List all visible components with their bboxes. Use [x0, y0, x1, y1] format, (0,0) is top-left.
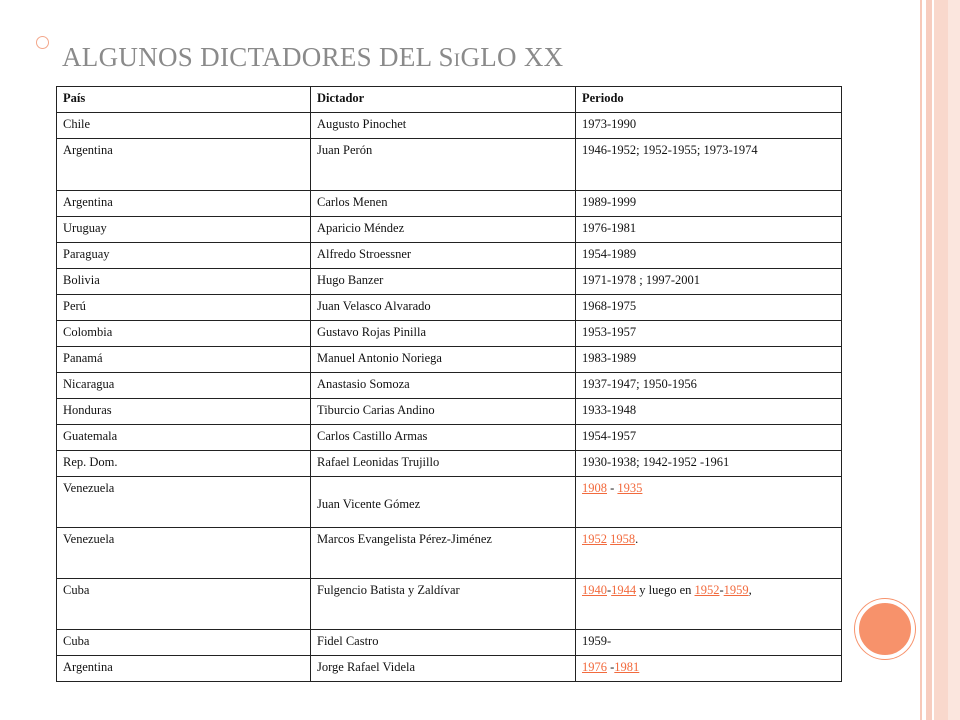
table-header-row: [57, 87, 842, 113]
table-row: [57, 630, 842, 656]
cell-periodo: 1973-1990: [576, 113, 842, 139]
cell-periodo: 1959-: [576, 630, 842, 656]
cell-pais: Paraguay: [57, 243, 311, 269]
cell-periodo: 1989-1999: [576, 191, 842, 217]
decor-stripe: [948, 0, 960, 720]
cell-pais: Guatemala: [57, 425, 311, 451]
decor-stripe: [920, 0, 922, 720]
cell-dictador: Aparicio Méndez: [311, 217, 576, 243]
cell-periodo: 1940-1944 y luego en 1952-1959,: [576, 579, 842, 630]
table-row: [57, 321, 842, 347]
cell-periodo: 1954-1989: [576, 243, 842, 269]
cell-periodo: 1953-1957: [576, 321, 842, 347]
table-row: [57, 139, 842, 191]
year-link[interactable]: 1952: [582, 532, 607, 546]
table-row: [57, 477, 842, 528]
header-dictador: Dictador: [311, 87, 576, 113]
cell-periodo: 1933-1948: [576, 399, 842, 425]
cell-pais: Venezuela: [57, 477, 311, 528]
cell-dictador: Carlos Menen: [311, 191, 576, 217]
cell-dictador: Rafael Leonidas Trujillo: [311, 451, 576, 477]
year-link[interactable]: 1959: [723, 583, 749, 597]
cell-dictador: Jorge Rafael Videla: [311, 656, 576, 682]
decor-stripe: [934, 0, 948, 720]
year-link[interactable]: 1940: [582, 583, 607, 597]
year-link[interactable]: 1981: [614, 660, 640, 674]
decor-stripe: [926, 0, 932, 720]
cell-dictador: Fulgencio Batista y Zaldívar: [311, 579, 576, 630]
cell-pais: Bolivia: [57, 269, 311, 295]
cell-pais: Cuba: [57, 579, 311, 630]
year-link[interactable]: 1908: [582, 481, 607, 495]
cell-pais: Honduras: [57, 399, 311, 425]
cell-periodo: 1971-1978 ; 1997-2001: [576, 269, 842, 295]
cell-dictador: Gustavo Rojas Pinilla: [311, 321, 576, 347]
cell-periodo: 1968-1975: [576, 295, 842, 321]
cell-pais: Argentina: [57, 656, 311, 682]
decor-circle: [855, 599, 915, 659]
cell-pais: Chile: [57, 113, 311, 139]
cell-periodo: 1908 - 1935: [576, 477, 842, 528]
cell-periodo: 1983-1989: [576, 347, 842, 373]
cell-dictador: Juan Perón: [311, 139, 576, 191]
cell-pais: Cuba: [57, 630, 311, 656]
cell-periodo: 1976 -1981: [576, 656, 842, 682]
cell-dictador: Carlos Castillo Armas: [311, 425, 576, 451]
table-row: [57, 113, 842, 139]
year-link[interactable]: 1958: [610, 532, 636, 546]
cell-pais: Argentina: [57, 139, 311, 191]
table-row: [57, 373, 842, 399]
cell-pais: Venezuela: [57, 528, 311, 579]
table-row: [57, 528, 842, 579]
cell-pais: Rep. Dom.: [57, 451, 311, 477]
table-row: [57, 451, 842, 477]
cell-pais: Colombia: [57, 321, 311, 347]
table-row: [57, 295, 842, 321]
cell-dictador: Fidel Castro: [311, 630, 576, 656]
cell-dictador: Tiburcio Carias Andino: [311, 399, 576, 425]
year-link[interactable]: 1935: [617, 481, 643, 495]
table-row: [57, 579, 842, 630]
cell-pais: Nicaragua: [57, 373, 311, 399]
cell-periodo: 1954-1957: [576, 425, 842, 451]
table-row: [57, 243, 842, 269]
table-row: [57, 656, 842, 682]
table-row: [57, 425, 842, 451]
cell-periodo: 1930-1938; 1942-1952 -1961: [576, 451, 842, 477]
cell-periodo: 1976-1981: [576, 217, 842, 243]
cell-periodo: 1937-1947; 1950-1956: [576, 373, 842, 399]
cell-pais: Perú: [57, 295, 311, 321]
year-link[interactable]: 1976: [582, 660, 607, 674]
cell-pais: Argentina: [57, 191, 311, 217]
cell-dictador: Juan Velasco Alvarado: [311, 295, 576, 321]
cell-pais: Uruguay: [57, 217, 311, 243]
cell-dictador: Alfredo Stroessner: [311, 243, 576, 269]
cell-periodo: 1952 1958.: [576, 528, 842, 579]
header-periodo: Periodo: [576, 87, 842, 113]
slide-title: ALGUNOS DICTADORES DEL SIGLO XX: [62, 42, 564, 72]
table-row: [57, 347, 842, 373]
cell-dictador: Anastasio Somoza: [311, 373, 576, 399]
table-row: [57, 191, 842, 217]
cell-pais: Panamá: [57, 347, 311, 373]
cell-dictador: Juan Vicente Gómez: [311, 477, 576, 528]
header-pais: País: [57, 87, 311, 113]
year-link[interactable]: 1944: [611, 583, 637, 597]
year-link[interactable]: 1952: [694, 583, 720, 597]
cell-dictador: Hugo Banzer: [311, 269, 576, 295]
cell-dictador: Marcos Evangelista Pérez-Jiménez: [311, 528, 576, 579]
table-row: [57, 269, 842, 295]
table-row: [57, 217, 842, 243]
table-row: [57, 399, 842, 425]
dictators-table: [56, 86, 842, 682]
cell-dictador: Manuel Antonio Noriega: [311, 347, 576, 373]
title-bullet-circle: [36, 36, 49, 49]
cell-dictador: Augusto Pinochet: [311, 113, 576, 139]
cell-periodo: 1946-1952; 1952-1955; 1973-1974: [576, 139, 842, 191]
